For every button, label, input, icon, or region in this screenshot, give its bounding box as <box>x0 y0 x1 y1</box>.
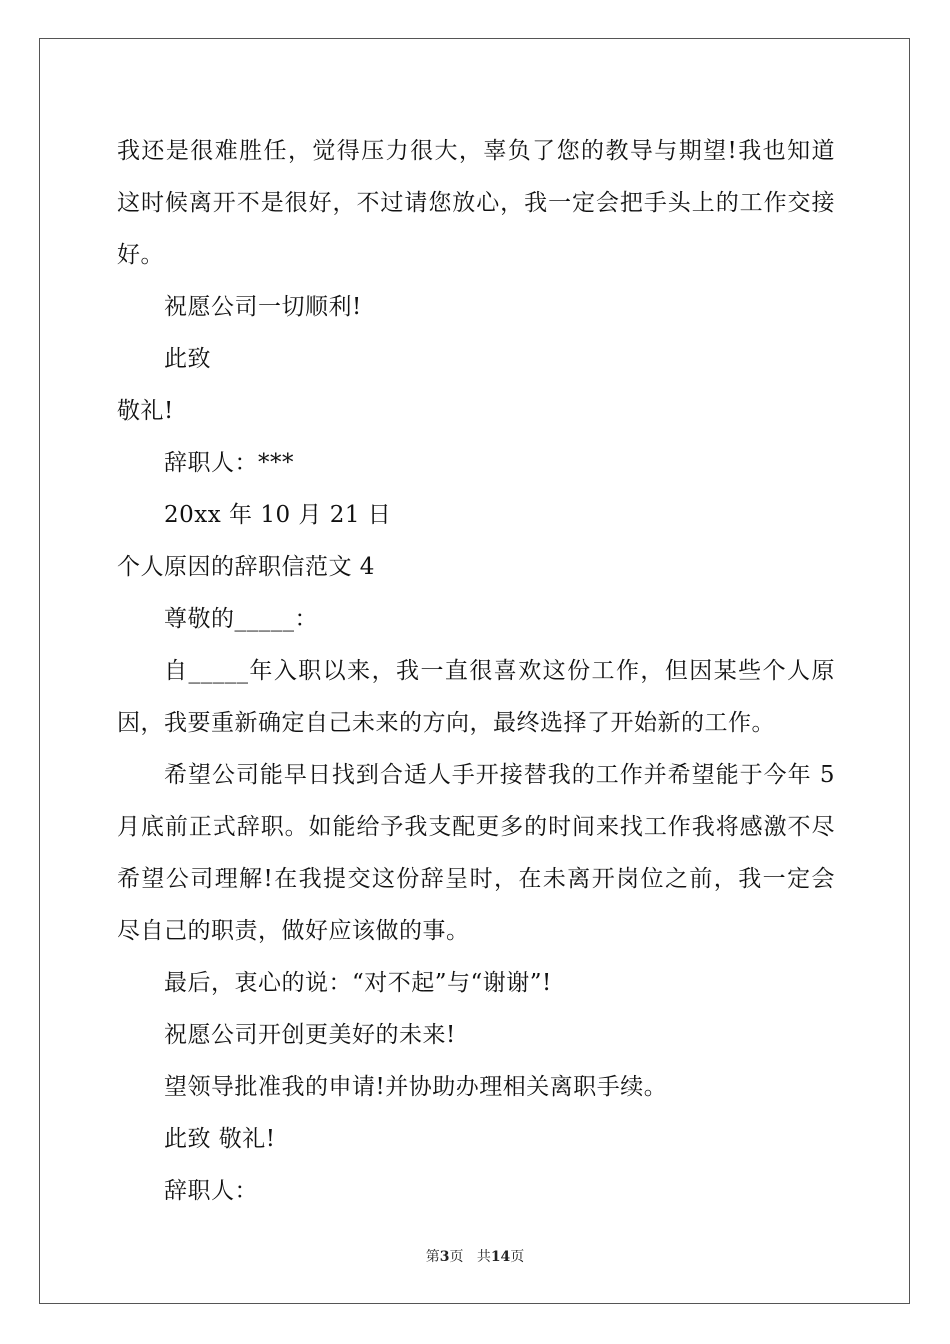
footer-total-pages: 14 <box>490 1249 511 1265</box>
paragraph-4-line: 最后，衷心的说：“对不起”与“谢谢”! <box>164 970 552 996</box>
paragraph-1-line-2: 这时候离开不是很好，不过请您放心，我一定会把手头上的工作交接 <box>117 190 835 216</box>
paragraph-3-line-3: 希望公司理解!在我提交这份辞呈时，在未离开岗位之前，我一定会 <box>117 866 835 892</box>
paragraph-2-line-2: 因，我要重新确定自己未来的方向，最终选择了开始新的工作。 <box>117 710 775 736</box>
footer-page-prefix: 第 <box>425 1249 440 1265</box>
greeting-line: 尊敬的_____： <box>164 606 318 632</box>
footer-page-number: 3 <box>439 1249 450 1265</box>
document-body <box>117 127 835 1215</box>
paragraph-2-line-1: 自_____年入职以来，我一直很喜欢这份工作，但因某些个人原 <box>164 658 835 684</box>
paragraph-1-line-1: 我还是很难胜任，觉得压力很大，辜负了您的教导与期望!我也知道 <box>117 138 835 164</box>
paragraph-3-line-2: 月底前正式辞职。如能给予我支配更多的时间来找工作我将感激不尽 <box>117 814 835 840</box>
closing-line-1b: 敬礼! <box>117 398 174 424</box>
paragraph-3-line-1: 希望公司能早日找到合适人手开接替我的工作并希望能于今年 5 <box>164 762 835 788</box>
signer-line-2: 辞职人： <box>164 1178 258 1204</box>
paragraph-1-line-3: 好。 <box>117 242 164 268</box>
section-title: 个人原因的辞职信范文 4 <box>117 554 375 580</box>
footer-total-suffix: 页 <box>510 1249 525 1265</box>
closing-line-1a: 此致 <box>164 346 211 372</box>
closing-line-2: 此致 敬礼! <box>164 1126 276 1152</box>
wish-line-1: 祝愿公司一切顺利! <box>164 294 362 320</box>
signer-line-1: 辞职人：*** <box>164 450 294 476</box>
footer-page-suffix: 页 <box>449 1249 464 1265</box>
page-footer <box>0 1246 950 1266</box>
paragraph-3-line-4: 尽自己的职责，做好应该做的事。 <box>117 918 470 944</box>
footer-total-prefix: 共 <box>476 1249 491 1265</box>
request-line: 望领导批准我的申请!并协助办理相关离职手续。 <box>164 1074 668 1100</box>
wish-line-2: 祝愿公司开创更美好的未来! <box>164 1022 456 1048</box>
date-line-1: 20xx 年 10 月 21 日 <box>164 502 392 528</box>
